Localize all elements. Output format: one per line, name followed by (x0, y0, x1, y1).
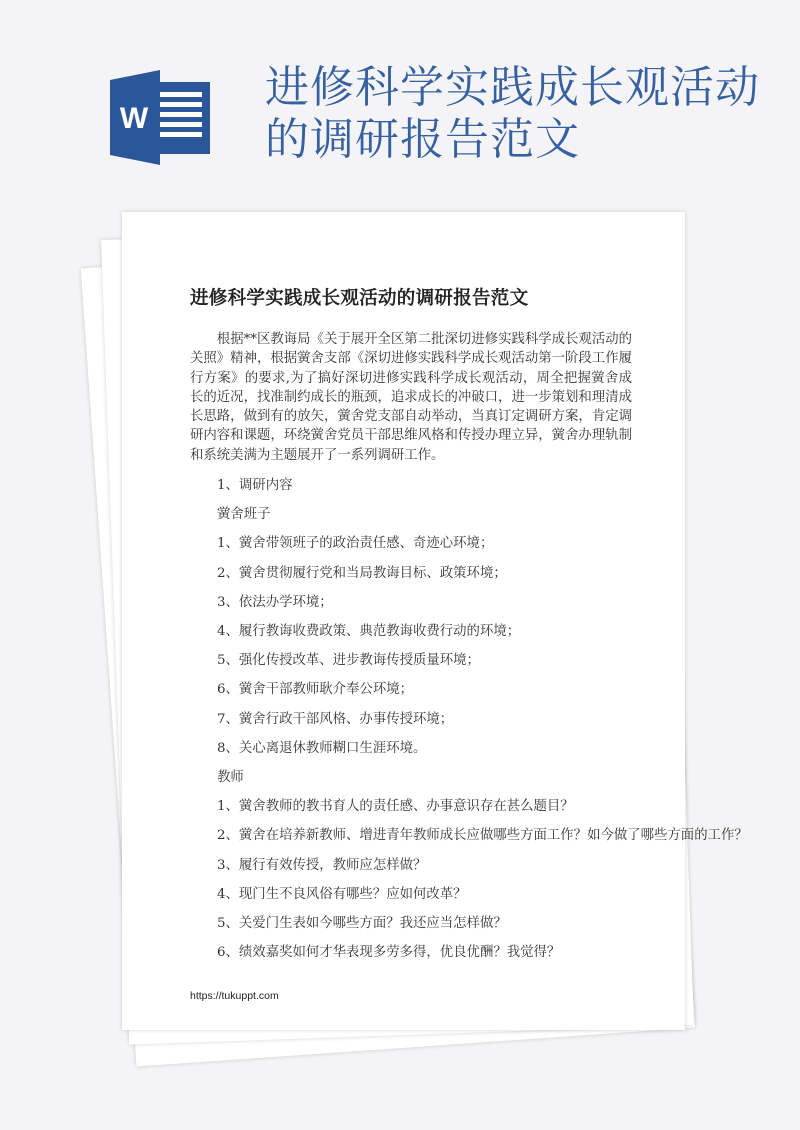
list-item: 6、黉舍干部教师耿介奉公环境； (217, 682, 413, 698)
list-item: 5、关爱门生表如今哪些方面？我还应当怎样做？ (217, 916, 507, 931)
list-item: 4、履行教诲收费政策、典范教诲收费行动的环境； (217, 624, 521, 640)
list-item: 8、关心离退休教师糊口生涯环境。 (217, 740, 427, 756)
list-item: 3、依法办学环境； (217, 594, 333, 610)
section-heading: 1、调研内容 (217, 478, 293, 494)
list-item: 2、黉舍在培养新教师、增进青年教师成长应做哪些方面工作？如今做了哪些方面的工作？ (217, 828, 748, 844)
footer-url[interactable]: https://tukuppt.com (190, 990, 279, 1002)
document-page (122, 212, 748, 1030)
document-body (190, 330, 748, 967)
list-item: 1、黉舍带领班子的政治责任感、奇迹心环境； (217, 536, 494, 552)
list-item: 7、黉舍行政干部风格、办事传授环境； (217, 711, 454, 727)
list-item: 6、绩效嘉奖如何才华表现多劳多得，优良优酬？我觉得？ (217, 945, 561, 961)
page-title: 进修科学实践成长观活动的调研报告范文 (265, 62, 760, 165)
list-item: 5、强化传授改革、进步教诲传授质量环境； (217, 653, 480, 669)
intro-paragraph: 根据**区教诲局《关于展开全区第二批深切进修实践科学成长观活动的关照》精神，根据黉舍支部《深切进修实践科学成长观活动第一阶段工作履行方案》的要求,为了搞好深切进修实践科学成长观活动，周全把握黉舍成长的近况，找准制约成长的瓶颈，追求成长的冲破口，进一步策划和理清成长思路，做到有的放矢，黉舍党支部自动举动，当真订定调研方案，肯定调研内容和课题，环绕黉舍党员干部思维风格和传授办理立异，黉舍办理轨制和系统美满为主题展开了一系列调研工作。 (190, 332, 632, 463)
list-item: 2、黉舍贯彻履行党和当局教诲目标、政策环境； (217, 565, 507, 581)
word-icon (108, 70, 218, 165)
document-title: 进修科学实践成长观活动的调研报告范文 (190, 288, 529, 309)
group-label: 教师 (217, 769, 244, 785)
svg-text:W: W (119, 102, 149, 135)
list-item: 1、黉舍教师的教书育人的责任感、办事意识存在甚么题目？ (217, 799, 574, 815)
group-label: 黉舍班子 (217, 507, 271, 523)
list-item: 3、履行有效传授，教师应怎样做？ (217, 857, 427, 873)
list-item: 4、现门生不良风俗有哪些？应如何改革？ (217, 886, 467, 902)
